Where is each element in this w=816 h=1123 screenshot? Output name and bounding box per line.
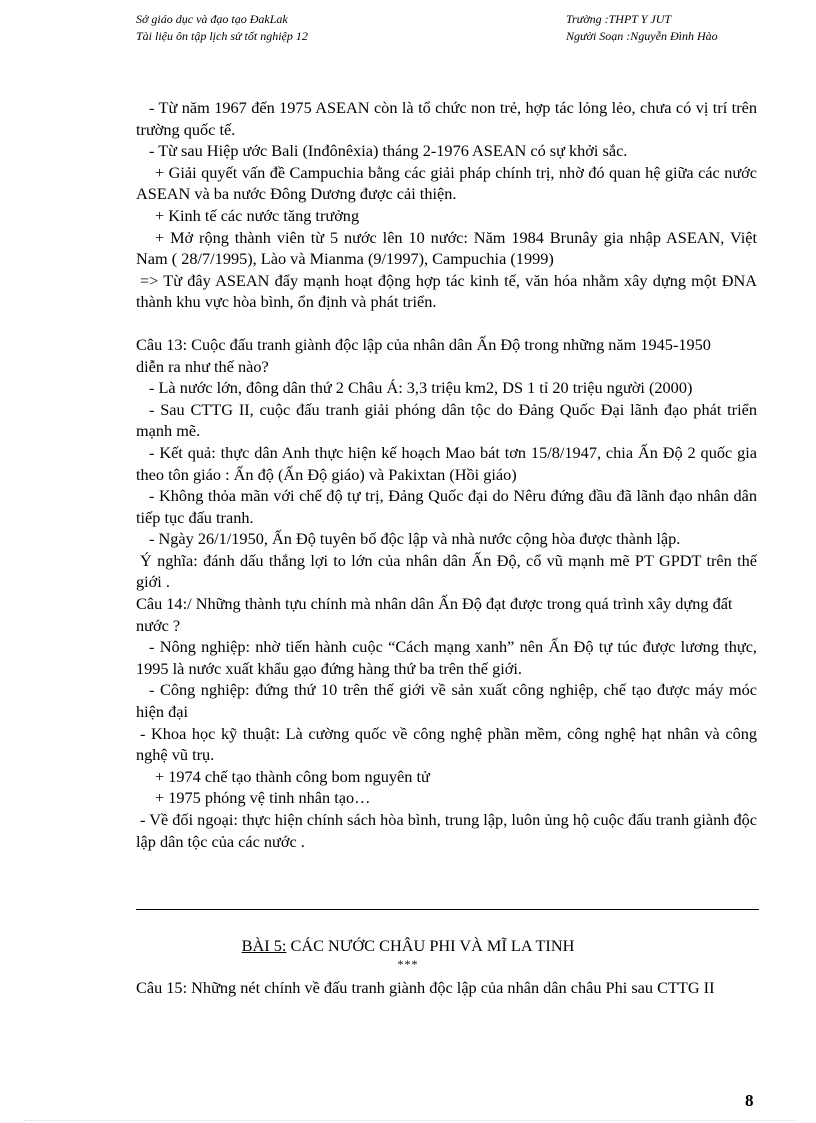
question-13: Câu 13: Cuộc đấu tranh giành độc lập của nhân dân Ấn Độ trong những năm 1945-1950 diễn ra như thế nào? — [136, 334, 711, 376]
header-right — [566, 11, 718, 45]
paragraph: + Kinh tế các nước tăng trưởng — [155, 205, 360, 225]
paragraph: - Công nghiệp: đứng thứ 10 trên thế giới về sản xuất công nghiệp, chế tạo được máy móc hiện đại — [136, 680, 757, 722]
paragraph: - Là nước lớn, đông dân thứ 2 Châu Á: 3,3 triệu km2, DS 1 tỉ 20 triệu người (2000) — [149, 378, 693, 398]
page-number: 8 — [745, 1091, 754, 1110]
header-author: Người Soạn :Nguyễn Đình Hào — [566, 29, 718, 43]
paragraph: - Không thỏa mãn với chế độ tự trị, Đảng Quốc đại do Nêru đứng đầu đã lãnh đạo nhân dân tiếp tục đấu tranh. — [136, 486, 757, 527]
paragraph: - Kết quả: thực dân Anh thực hiện kế hoạch Mao bát tơn 15/8/1947, chia Ấn Độ 2 quốc gia theo tôn giáo : Ấn độ (Ấn Độ giáo) và Pakixtan (Hồi giáo) — [136, 442, 757, 484]
header-left — [136, 11, 308, 45]
paragraph: - Khoa học kỹ thuật: Là cường quốc về công nghệ phần mềm, công nghệ hạt nhân và công nghệ vũ trụ. — [136, 723, 757, 765]
paragraph: - Về đối ngoại: thực hiện chính sách hòa bình, trung lập, luôn ủng hộ cuộc đấu tranh giành độc lập dân tộc của các nước . — [136, 810, 757, 851]
paragraph: - Từ năm 1967 đến 1975 ASEAN còn là tổ chức non trẻ, hợp tác lỏng lẻo, chưa có vị trí trên trường quốc tế. — [136, 98, 757, 139]
paragraph: - Sau CTTG II, cuộc đấu tranh giải phóng dân tộc do Đảng Quốc Đại lãnh đạo phát triển mạnh mẽ. — [136, 399, 757, 441]
paragraph: - Ngày 26/1/1950, Ấn Độ tuyên bố độc lập và nhà nước cộng hòa được thành lập. — [149, 529, 681, 549]
header-document-title: Tài liệu ôn tập lịch sử tốt nghiệp 12 — [136, 29, 308, 43]
paragraph: + Mở rộng thành viên từ 5 nước lên 10 nước: Năm 1984 Brunây gia nhập ASEAN, Việt Nam ( 28/7/1995), Lào và Mianma (9/1997), Campuchia (1999) — [136, 227, 757, 269]
paragraph: + 1975 phóng vệ tinh nhân tạo… — [155, 788, 371, 808]
separator-stars: *** — [397, 957, 419, 971]
paragraph: - Từ sau Hiệp ước Bali (Inđônêxia) tháng 2-1976 ASEAN có sự khởi sắc. — [149, 141, 628, 161]
lesson-number: BÀI 5: — [241, 936, 287, 955]
lesson-title — [0, 935, 816, 956]
header-department: Sở giáo dục và đạo tạo ĐakLak — [136, 12, 288, 26]
paragraph: - Nông nghiệp: nhờ tiến hành cuộc “Cách mạng xanh” nên Ấn Độ tự túc được lương thực, 1995 là nước xuất khẩu gạo đứng hàng thứ ba trên thế giới. — [136, 637, 757, 678]
question-15: Câu 15: Những nét chính về đấu tranh giành độc lập của nhân dân châu Phi sau CTTG II — [136, 978, 715, 997]
question-14: Câu 14:/ Những thành tựu chính mà nhân dân Ấn Độ đạt được trong quá trình xây dựng đất nước ? — [136, 594, 733, 635]
paragraph: + Giải quyết vấn đề Campuchia bằng các giải pháp chính trị, nhờ đó quan hệ giữa các nước ASEAN và ba nước Đông Dương được cải thiện. — [136, 162, 757, 204]
header-school: Trường :THPT Y JUT — [566, 12, 672, 26]
document-body — [136, 97, 757, 852]
lesson-name: CÁC NƯỚC CHÂU PHI VÀ MĨ LA TINH — [286, 936, 575, 955]
section-divider — [136, 909, 759, 910]
paragraph: + 1974 chế tạo thành công bom nguyên tử — [155, 766, 430, 786]
page-bottom-border — [24, 1120, 794, 1121]
paragraph: => Từ đây ASEAN đẩy mạnh hoạt động hợp tác kinh tế, văn hóa nhằm xây dựng một ĐNA thành khu vực hòa bình, ổn định và phát triển. — [136, 270, 757, 312]
paragraph: Ý nghĩa: đánh dấu thắng lợi to lớn của nhân dân Ấn Độ, cổ vũ mạnh mẽ PT GPDT trên thế giới . — [136, 550, 757, 592]
